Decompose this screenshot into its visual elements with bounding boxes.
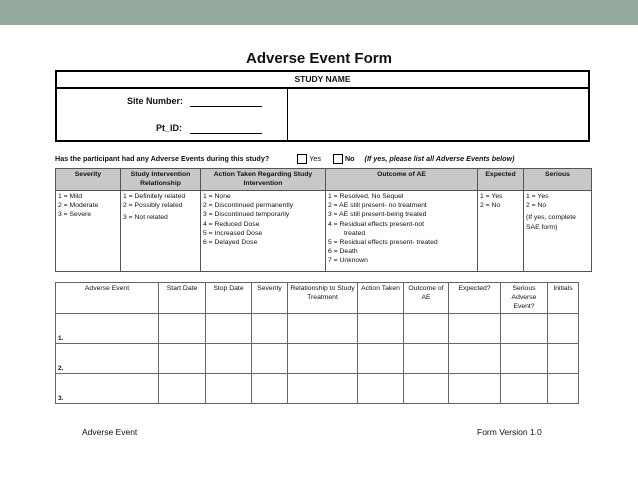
row-number: 2. (58, 365, 64, 372)
study-name-header: STUDY NAME (57, 72, 588, 89)
footer-left: Adverse Event (82, 427, 138, 437)
legend-outcome-codes (326, 191, 478, 272)
legend-severity-codes (56, 191, 121, 272)
entry-cell[interactable] (548, 344, 579, 374)
col-header-serious: Serious Adverse Event? (501, 283, 548, 314)
legend-code: treated (344, 229, 366, 237)
event-cell[interactable] (56, 314, 159, 344)
row-number: 3. (58, 395, 64, 402)
entry-cell[interactable] (449, 374, 501, 404)
legend-code: 7 = Unknown (328, 257, 368, 265)
entry-cell[interactable] (404, 314, 449, 344)
form-title: Adverse Event Form (246, 50, 392, 67)
entry-cell[interactable] (501, 344, 548, 374)
entry-cell[interactable] (159, 314, 206, 344)
legend-code: 6 = Delayed Dose (203, 239, 258, 247)
legend-code: 1 = Mild (58, 193, 82, 200)
pt-id-field[interactable] (190, 133, 262, 134)
entry-cell[interactable] (252, 374, 288, 404)
col-header-stop-date: Stop Date (206, 283, 252, 314)
table-row (56, 374, 579, 404)
study-info-box (55, 70, 590, 142)
code-legend-table (55, 168, 592, 272)
entry-cell[interactable] (252, 314, 288, 344)
entry-cell[interactable] (288, 344, 358, 374)
legend-header-relationship: Study Intervention Relationship (121, 169, 201, 191)
legend-header-action: Action Taken Regarding Study Intervention (201, 169, 326, 191)
legend-code: 2 = AE still present- no treatment (328, 202, 427, 210)
entry-cell[interactable] (288, 374, 358, 404)
entry-cell[interactable] (252, 344, 288, 374)
ae-question-note: (If yes, please list all Adverse Events below) (364, 154, 515, 163)
yes-checkbox[interactable] (297, 154, 307, 164)
legend-header-serious: Serious (524, 169, 592, 191)
entry-cell[interactable] (501, 374, 548, 404)
legend-code: 2 = Discontinued permanently (203, 202, 294, 210)
slide-top-bar (0, 0, 638, 25)
legend-relationship-codes (121, 191, 201, 272)
pt-id-label: Pt_ID: (156, 123, 183, 133)
event-cell[interactable] (56, 344, 159, 374)
col-header-start-date: Start Date (159, 283, 206, 314)
col-header-severity: Severity (252, 283, 288, 314)
legend-expected-codes (478, 191, 524, 272)
col-header-action-taken: Action Taken (358, 283, 404, 314)
legend-code: (If yes, complete SAE form) (526, 214, 576, 231)
yes-label: Yes (309, 154, 321, 163)
entry-cell[interactable] (548, 314, 579, 344)
legend-code: 4 = Residual effects present-not (328, 220, 425, 228)
legend-code: 1 = Yes (526, 193, 549, 200)
study-box-divider (287, 89, 288, 140)
table-row (56, 314, 579, 344)
col-header-relationship: Relationship to Study Treatment (288, 283, 358, 314)
col-header-adverse-event: Adverse Event (56, 283, 159, 314)
legend-code: 2 = Moderate (58, 202, 99, 210)
legend-serious-codes (524, 191, 592, 272)
col-header-initials: Initials (548, 283, 579, 314)
legend-code: 2 = No (480, 202, 501, 210)
legend-code: 3 = Not related (123, 214, 168, 222)
legend-code: 4 = Reduced Dose (203, 220, 260, 228)
legend-header-outcome: Outcome of AE (326, 169, 478, 191)
entry-cell[interactable] (404, 344, 449, 374)
entry-cell[interactable] (206, 314, 252, 344)
footer-version: Form Version 1.0 (477, 427, 542, 437)
legend-action-codes (201, 191, 326, 272)
legend-code: 2 = No (526, 202, 547, 210)
entry-cell[interactable] (358, 314, 404, 344)
entry-cell[interactable] (159, 374, 206, 404)
col-header-outcome: Outcome of AE (404, 283, 449, 314)
entry-cell[interactable] (358, 344, 404, 374)
ae-question-text: Has the participant had any Adverse Events during this study? (55, 154, 270, 163)
legend-code: 1 = Resolved, No Sequel (328, 193, 404, 200)
site-number-field[interactable] (190, 106, 262, 107)
no-label: No (344, 154, 355, 163)
legend-code: 1 = Yes (480, 193, 503, 200)
adverse-events-table (55, 282, 579, 404)
entry-cell[interactable] (449, 344, 501, 374)
entry-cell[interactable] (501, 314, 548, 344)
entry-cell[interactable] (404, 374, 449, 404)
legend-code: 3 = AE still present-being treated (328, 211, 427, 219)
event-cell[interactable] (56, 374, 159, 404)
legend-code: 6 = Death (328, 248, 358, 256)
entry-cell[interactable] (358, 374, 404, 404)
legend-code: 3 = Discontinued temporarily (203, 211, 290, 219)
legend-header-severity: Severity (56, 169, 121, 191)
no-checkbox[interactable] (333, 154, 343, 164)
col-header-expected: Expected? (449, 283, 501, 314)
entry-cell[interactable] (449, 314, 501, 344)
entry-cell[interactable] (206, 344, 252, 374)
legend-code: 2 = Possibly related (123, 202, 183, 210)
legend-header-expected: Expected (478, 169, 524, 191)
ae-question-row (55, 154, 514, 164)
entry-cell[interactable] (288, 314, 358, 344)
legend-code: 5 = Increased Dose (203, 229, 263, 237)
entry-cell[interactable] (206, 374, 252, 404)
legend-code: 1 = Definitely related (123, 193, 186, 200)
table-row (56, 344, 579, 374)
entry-cell[interactable] (548, 374, 579, 404)
legend-code: 1 = None (203, 193, 231, 200)
row-number: 1. (58, 335, 64, 342)
legend-code: 5 = Residual effects present- treated (328, 239, 438, 247)
site-number-label: Site Number: (127, 96, 184, 106)
legend-code: 3 = Severe (58, 211, 92, 219)
entry-cell[interactable] (159, 344, 206, 374)
